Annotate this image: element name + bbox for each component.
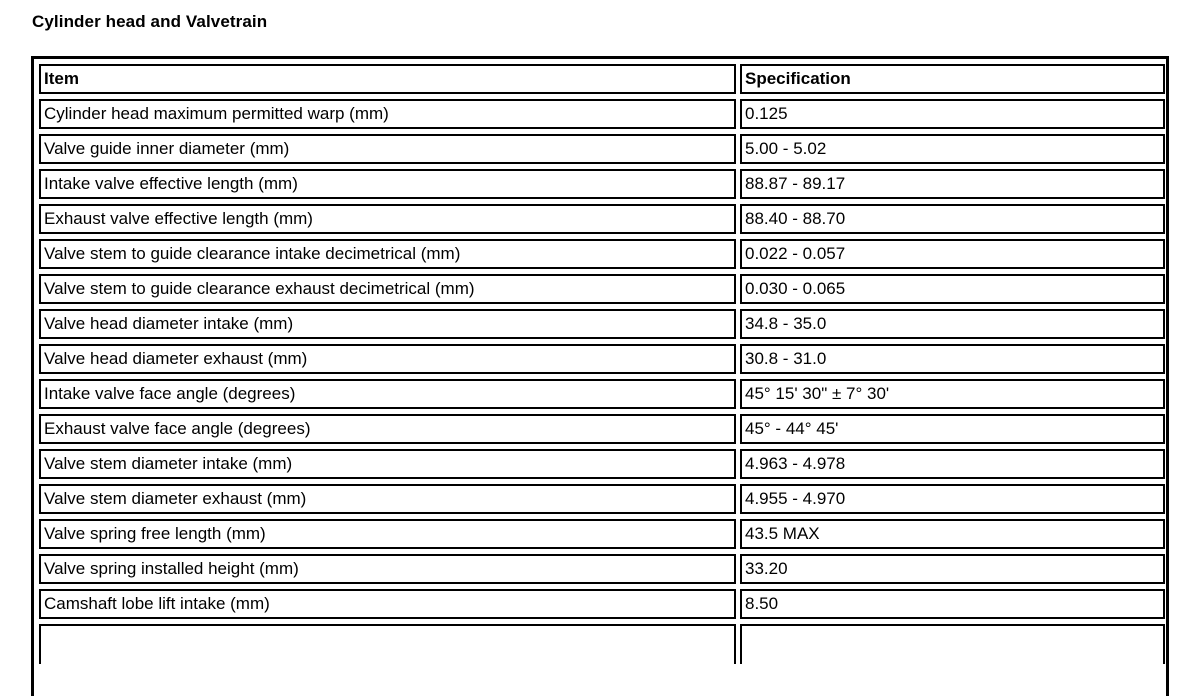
item-cell: Intake valve effective length (mm) bbox=[39, 169, 736, 199]
table-row bbox=[34, 554, 1166, 589]
table-row bbox=[34, 274, 1166, 309]
item-cell: Valve head diameter intake (mm) bbox=[39, 309, 736, 339]
spec-table bbox=[31, 56, 1169, 696]
spec-cell: 45° 15' 30" ± 7° 30' bbox=[740, 379, 1165, 409]
item-cell: Exhaust valve effective length (mm) bbox=[39, 204, 736, 234]
item-cell: Valve stem to guide clearance intake decimetrical (mm) bbox=[39, 239, 736, 269]
spec-cell: 43.5 MAX bbox=[740, 519, 1165, 549]
spec-cell: 0.125 bbox=[740, 99, 1165, 129]
table-row bbox=[34, 239, 1166, 274]
table-row bbox=[34, 589, 1166, 624]
table-row bbox=[34, 99, 1166, 134]
item-cell: Cylinder head maximum permitted warp (mm) bbox=[39, 99, 736, 129]
item-cell: Intake valve face angle (degrees) bbox=[39, 379, 736, 409]
table-row bbox=[34, 344, 1166, 379]
table-header-row bbox=[34, 64, 1166, 99]
page-title: Cylinder head and Valvetrain bbox=[32, 12, 268, 31]
spec-cell: 33.20 bbox=[740, 554, 1165, 584]
table-row bbox=[34, 169, 1166, 204]
item-cell: Valve stem to guide clearance exhaust decimetrical (mm) bbox=[39, 274, 736, 304]
column-header-specification: Specification bbox=[740, 64, 1165, 94]
item-cell: Valve spring free length (mm) bbox=[39, 519, 736, 549]
item-cell: Camshaft lobe lift intake (mm) bbox=[39, 589, 736, 619]
table-row bbox=[34, 379, 1166, 414]
spec-cell: 8.50 bbox=[740, 589, 1165, 619]
spec-cell: 4.963 - 4.978 bbox=[740, 449, 1165, 479]
item-cell: Exhaust valve face angle (degrees) bbox=[39, 414, 736, 444]
spec-cell: 88.87 - 89.17 bbox=[740, 169, 1165, 199]
table-row bbox=[34, 449, 1166, 484]
spec-cell: 34.8 - 35.0 bbox=[740, 309, 1165, 339]
column-header-item: Item bbox=[39, 64, 736, 94]
table-row bbox=[34, 484, 1166, 519]
table-row-empty bbox=[34, 624, 1166, 659]
table-row bbox=[34, 414, 1166, 449]
item-cell: Valve head diameter exhaust (mm) bbox=[39, 344, 736, 374]
table-row bbox=[34, 134, 1166, 169]
spec-cell: 88.40 - 88.70 bbox=[740, 204, 1165, 234]
spec-cell: 5.00 - 5.02 bbox=[740, 134, 1165, 164]
spec-cell: 45° - 44° 45' bbox=[740, 414, 1165, 444]
spec-cell bbox=[740, 624, 1165, 664]
spec-cell: 4.955 - 4.970 bbox=[740, 484, 1165, 514]
item-cell: Valve spring installed height (mm) bbox=[39, 554, 736, 584]
table-row bbox=[34, 519, 1166, 554]
table-row bbox=[34, 309, 1166, 344]
spec-cell: 30.8 - 31.0 bbox=[740, 344, 1165, 374]
item-cell bbox=[39, 624, 736, 664]
table-row bbox=[34, 204, 1166, 239]
item-cell: Valve guide inner diameter (mm) bbox=[39, 134, 736, 164]
item-cell: Valve stem diameter intake (mm) bbox=[39, 449, 736, 479]
item-cell: Valve stem diameter exhaust (mm) bbox=[39, 484, 736, 514]
spec-cell: 0.030 - 0.065 bbox=[740, 274, 1165, 304]
spec-cell: 0.022 - 0.057 bbox=[740, 239, 1165, 269]
